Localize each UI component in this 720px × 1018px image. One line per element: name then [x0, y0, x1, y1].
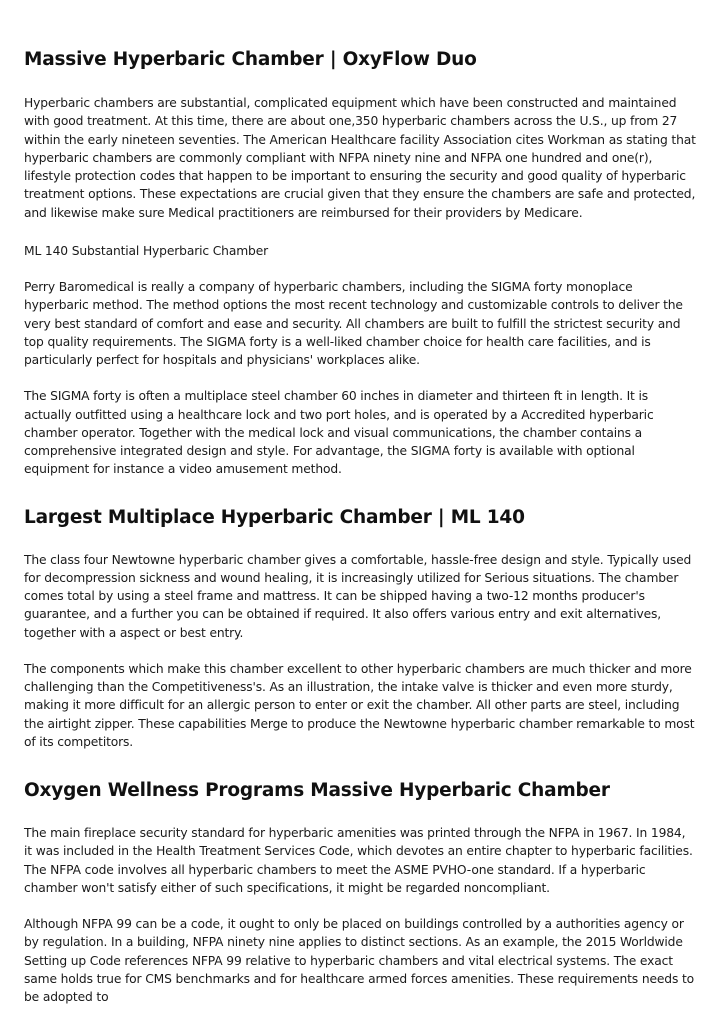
paragraph-perry-baromedical: Perry Baromedical is really a company of hyperbaric chambers, including the SIGMA forty monoplace hyperbaric method. The method options the most recent technology and customizable controls to deliver the very best standard of comfort and ease and security. All chambers are built to fulfill the strictest security and top quality requirements. The SIGMA forty is a well-liked chamber choice for health care facilities, and is particularly perfect for hospitals and physicians' workplaces alike. [24, 280, 683, 367]
paragraph-sigma-forty: The SIGMA forty is often a multiplace steel chamber 60 inches in diameter and thirteen ft in length. It is actually outfitted using a healthcare lock and two port holes, and is operated by a Accredited hyperbaric chamber operator. Together with the medical lock and visual communications, the chamber contains a comprehensive integrated design and style. For advantage, the SIGMA forty is available with optional equipment for instance a video amusement method. [24, 389, 654, 477]
heading-oxygen-wellness: Oxygen Wellness Programs Massive Hyperbaric Chamber [24, 780, 610, 801]
paragraph-intro: Hyperbaric chambers are substantial, complicated equipment which have been constructed and maintained with good treatment. At this time, there are about one,350 hyperbaric chambers across the U.S., up from 27 within the early nineteen seventies. The American Healthcare facility Association cites Workman as stating that hyperbaric chambers are commonly compliant with NFPA ninety nine and NFPA one hundred and one(r), lifestyle protection codes that happen to be important to ensuring the security and good quality of hyperbaric treatment options. These expectations are crucial given that they ensure the chambers are safe and protected, and likewise make sure Medical practitioners are reimbursed for their providers by Medicare. [24, 96, 696, 220]
heading-largest-multiplace: Largest Multiplace Hyperbaric Chamber | ML 140 [24, 506, 525, 528]
subheading-ml140: ML 140 Substantial Hyperbaric Chamber [24, 243, 269, 258]
paragraph-newtowne: The class four Newtowne hyperbaric chamber gives a comfortable, hassle-free design and style. Typically used for decompression sickness and wound healing, it is increasingly utilized for Serious situations. The chamber comes total by using a steel frame and mattress. It can be shipped having a two-12 months producer's guarantee, and a further you can be obtained if required. It also offers various entry and exit alternatives, together with a aspect or best entry. [24, 552, 692, 640]
paragraph-nfpa-history: The main fireplace security standard for hyperbaric amenities was printed through the NFPA in 1967. In 1984, it was included in the Health Treatment Services Code, which devotes an entire chapter to hyperbaric facilities. The NFPA code involves all hyperbaric chambers to meet the ASME PVHO-one standard. If a hyperbaric chamber won't satisfy either of such specifications, it might be regarded noncompliant. [24, 826, 693, 895]
article [24, 0, 696, 1006]
paragraph-components: The components which make this chamber excellent to other hyperbaric chambers are much thicker and more challenging than the Competitiveness's. As an illustration, the intake valve is thicker and even more sturdy, making it more difficult for an allergic person to enter or exit the chamber. All other parts are steel, including the airtight zipper. These capabilities Merge to produce the Newtowne hyperbaric chamber remarkable to most of its competitors. [24, 661, 695, 749]
heading-oxyflow-duo: Massive Hyperbaric Chamber | OxyFlow Duo [24, 49, 477, 70]
paragraph-nfpa-99: Although NFPA 99 can be a code, it ought to only be placed on buildings controlled by a authorities agency or by regulation. In a building, NFPA ninety nine applies to distinct sections. As an example, the 2015 Worldwide Setting up Code references NFPA 99 relative to hyperbaric chambers and vital electrical systems. The exact same holds true for CMS benchmarks and for healthcare armed forces amenities. These requirements needs to be adopted to [24, 917, 695, 1004]
